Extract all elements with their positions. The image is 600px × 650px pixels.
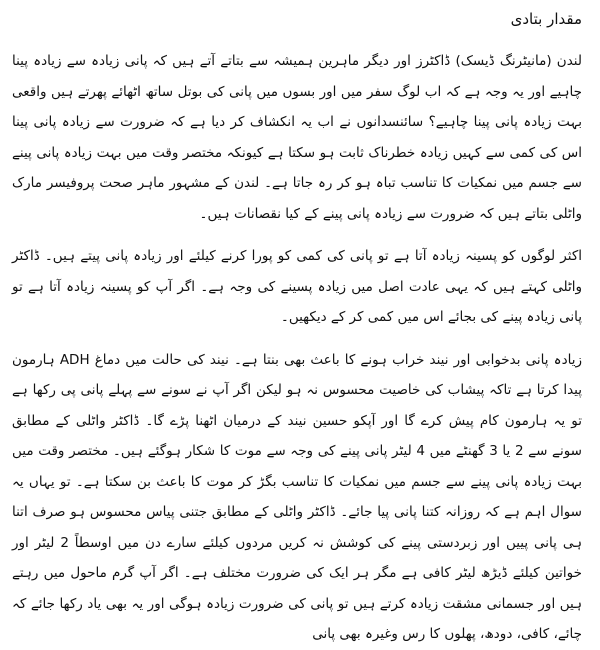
article-title: مقدار بتادی	[510, 10, 582, 28]
article-paragraph-3: زیادہ پانی بدخوابی اور نیند خراب ہونے کا باعث بھی بنتا ہے۔ نیند کی حالت میں دماغ ADH ہارمون پیدا کرتا ہے تاکہ پیشاب کی خاصیت محسوس نہ ہو لیکن اگر آپ نے سونے سے پہلے پانی پی رکھا ہے تو یہ ہارمون کام پیش کرے گا اور آپکو حسین نیند کے درمیان اٹھنا پڑے گا۔ ڈاکٹر واٹلی کے مطابق سونے سے 2 یا 3 گھنٹے میں 4 لیٹر پانی پینے کی وجہ سے موت کا شکار ہوگئے ہیں۔ مختصر وقت میں بہت زیادہ پانی پینے سے جسم میں نمکیات کا تناسب بگڑ کر موت کا باعث بن سکتا ہے۔ تو یہاں یہ سوال اہم ہے کہ روزانہ کتنا پانی پیا جائے۔ ڈاکٹر واٹلی کے مطابق جتنی پیاس محسوس ہو صرف اتنا ہی پانی پییں اور زبردستی پینے کی کوشش نہ کریں مردوں کیلئے سارے دن میں اوسطاً 2 لیٹر اور خواتین کیلئے ڈیڑھ لیٹر کافی ہے مگر ہر ایک کی ضرورت مختلف ہے۔ اگر آپ گرم ماحول میں رہتے ہیں اور جسمانی مشقت زیادہ کرتے ہیں تو پانی کی ضرورت زیادہ ہوگی اور یہ بھی یاد رکھا جائے کہ چائے، کافی، دودھ، پھلوں کا رس وغیرہ بھی پانی	[12, 351, 582, 642]
article-paragraph-1: لندن (مانیٹرنگ ڈیسک) ڈاکٹرز اور دیگر ماہرین ہمیشہ سے بتاتے آتے ہیں کہ پانی زیادہ سے زیادہ پینا چاہیے اور یہ وجہ ہے کہ اب لوگ سفر میں اور بسوں میں پانی کی بوتل ساتھ اٹھائے پھرتے ہیں واقعی بہت زیادہ پانی پینا چاہیے؟ سائنسدانوں نے اب یہ انکشاف کر دیا ہے کہ ضرورت سے زیادہ پانی پینا اس کی کمی سے کہیں زیادہ خطرناک ثابت ہو سکتا ہے کیونکہ مختصر وقت میں بہت زیادہ پانی پینے سے جسم میں نمکیات کا تناسب تباہ ہو کر رہ جاتا ہے۔ لندن کے مشہور ماہر صحت پروفیسر مارک واٹلی بتاتے ہیں کہ ضرورت سے زیادہ پانی پینے کے کیا نقصانات ہیں۔	[12, 53, 582, 222]
article-paragraph-2: اکثر لوگوں کو پسینہ زیادہ آتا ہے تو پانی کی کمی کو پورا کرنے کیلئے اور زیادہ پانی پیتے ہیں۔ ڈاکٹر واٹلی کہتے ہیں کہ یہی عادت اصل میں زیادہ پسینے کی وجہ ہے۔ اگر آپ کو پسینہ زیادہ آتا ہے تو پانی زیادہ پینے کی بجائے اس میں کمی کر کے دیکھیں۔	[12, 248, 582, 325]
